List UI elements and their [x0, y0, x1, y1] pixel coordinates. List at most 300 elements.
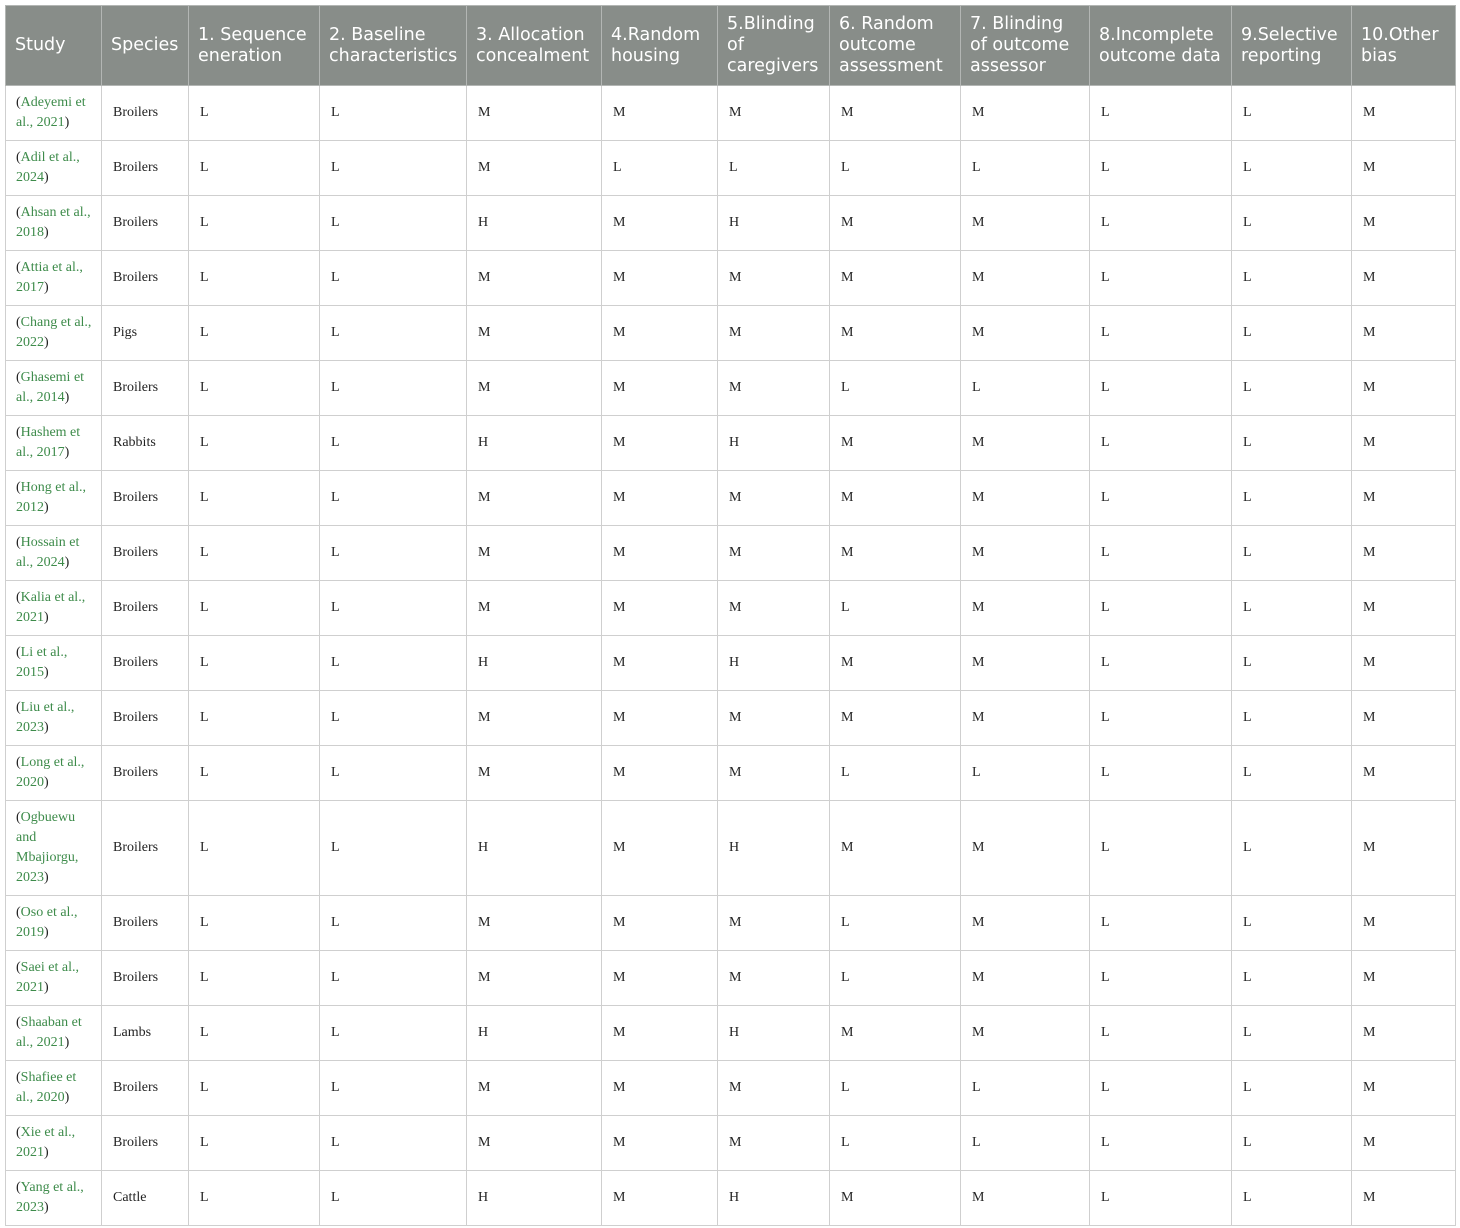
- species-cell: Lambs: [102, 1006, 189, 1061]
- table-header: [6, 6, 1456, 86]
- study-cell: [6, 416, 102, 471]
- rating-cell: L: [320, 896, 467, 951]
- open-paren: (: [16, 1070, 21, 1085]
- close-paren: ): [44, 925, 49, 940]
- rating-cell: M: [961, 1171, 1090, 1226]
- rating-cell: L: [1090, 526, 1232, 581]
- rating-cell: M: [830, 691, 961, 746]
- table-row: [6, 526, 1456, 581]
- close-paren: ): [44, 170, 49, 185]
- rating-cell: M: [602, 306, 718, 361]
- rating-cell: L: [1232, 1061, 1352, 1116]
- rating-cell: L: [1232, 306, 1352, 361]
- open-paren: (: [16, 960, 21, 975]
- rating-cell: L: [1090, 416, 1232, 471]
- column-header: Study: [6, 6, 102, 86]
- rating-cell: L: [189, 306, 320, 361]
- rating-cell: L: [1090, 86, 1232, 141]
- study-citation-link[interactable]: Ghasemi et al., 2014: [16, 370, 85, 405]
- rating-cell: L: [830, 361, 961, 416]
- close-paren: ): [44, 980, 49, 995]
- column-header: 3. Allocation concealment: [467, 6, 602, 86]
- rating-cell: L: [320, 801, 467, 896]
- table-row: [6, 951, 1456, 1006]
- study-cell: [6, 896, 102, 951]
- rating-cell: M: [830, 1006, 961, 1061]
- open-paren: (: [16, 1015, 21, 1030]
- column-header: 9.Selective reporting: [1232, 6, 1352, 86]
- column-header: 7. Blinding of outcome assessor: [961, 6, 1090, 86]
- rating-cell: M: [602, 636, 718, 691]
- rating-cell: L: [830, 141, 961, 196]
- rating-cell: L: [320, 416, 467, 471]
- rating-cell: L: [1090, 251, 1232, 306]
- open-paren: (: [16, 205, 21, 220]
- rating-cell: L: [320, 196, 467, 251]
- rating-cell: L: [189, 196, 320, 251]
- rating-cell: M: [467, 746, 602, 801]
- close-paren: ): [44, 335, 49, 350]
- column-header: 6. Random outcome assessment: [830, 6, 961, 86]
- rating-cell: L: [189, 896, 320, 951]
- study-cell: [6, 361, 102, 416]
- close-paren: ): [64, 115, 70, 130]
- rating-cell: L: [189, 251, 320, 306]
- rating-cell: L: [1090, 196, 1232, 251]
- rating-cell: L: [320, 526, 467, 581]
- rating-cell: M: [961, 526, 1090, 581]
- rating-cell: H: [718, 801, 830, 896]
- rating-cell: M: [1352, 361, 1456, 416]
- species-cell: Broilers: [102, 141, 189, 196]
- rating-cell: L: [1232, 691, 1352, 746]
- study-citation-link[interactable]: Shaaban et al., 2021: [16, 1015, 82, 1050]
- rating-cell: H: [467, 416, 602, 471]
- table-row: [6, 801, 1456, 896]
- close-paren: ): [44, 720, 49, 735]
- rating-cell: M: [830, 196, 961, 251]
- open-paren: (: [16, 1180, 21, 1195]
- close-paren: ): [44, 1145, 49, 1160]
- rating-cell: L: [961, 361, 1090, 416]
- rating-cell: L: [1090, 1006, 1232, 1061]
- rating-cell: M: [467, 1061, 602, 1116]
- rating-cell: M: [830, 1171, 961, 1226]
- study-citation-link[interactable]: Liu et al., 2023: [16, 700, 75, 735]
- species-cell: Broilers: [102, 196, 189, 251]
- rating-cell: L: [1232, 951, 1352, 1006]
- study-cell: [6, 1006, 102, 1061]
- study-cell: [6, 801, 102, 896]
- table-row: [6, 636, 1456, 691]
- rating-cell: L: [1232, 1171, 1352, 1226]
- rating-cell: L: [1090, 141, 1232, 196]
- study-citation-link[interactable]: Ahsan et al., 2018: [16, 205, 91, 240]
- rating-cell: M: [1352, 526, 1456, 581]
- rating-cell: M: [467, 951, 602, 1006]
- column-header: Species: [102, 6, 189, 86]
- rating-cell: M: [467, 361, 602, 416]
- close-paren: ): [44, 500, 49, 515]
- study-citation-link[interactable]: Saei et al., 2021: [16, 960, 79, 995]
- study-cell: [6, 1171, 102, 1226]
- study-citation-link[interactable]: Shafiee et al., 2020: [16, 1070, 77, 1105]
- open-paren: (: [16, 810, 21, 825]
- study-citation-link[interactable]: Li et al., 2015: [16, 645, 68, 680]
- column-header: 4.Random housing: [602, 6, 718, 86]
- rating-cell: L: [320, 746, 467, 801]
- table-row: [6, 1061, 1456, 1116]
- rating-cell: M: [718, 581, 830, 636]
- rating-cell: M: [718, 251, 830, 306]
- study-citation-link[interactable]: Kalia et al., 2021: [16, 590, 86, 625]
- rating-cell: M: [830, 251, 961, 306]
- rating-cell: H: [718, 1171, 830, 1226]
- rating-cell: L: [830, 746, 961, 801]
- table-row: [6, 416, 1456, 471]
- rating-cell: M: [718, 471, 830, 526]
- rating-cell: L: [1232, 896, 1352, 951]
- rating-cell: L: [189, 1116, 320, 1171]
- table-row: [6, 141, 1456, 196]
- rating-cell: L: [1090, 1061, 1232, 1116]
- rating-cell: M: [718, 306, 830, 361]
- rating-cell: M: [718, 86, 830, 141]
- rating-cell: M: [961, 581, 1090, 636]
- rating-cell: M: [602, 416, 718, 471]
- rating-cell: M: [830, 86, 961, 141]
- study-cell: [6, 526, 102, 581]
- rating-cell: L: [1232, 581, 1352, 636]
- table-row: [6, 1171, 1456, 1226]
- species-cell: Broilers: [102, 691, 189, 746]
- rating-cell: M: [467, 526, 602, 581]
- rating-cell: L: [1090, 636, 1232, 691]
- species-cell: Broilers: [102, 581, 189, 636]
- table-row: [6, 196, 1456, 251]
- rating-cell: L: [189, 1006, 320, 1061]
- open-paren: (: [16, 95, 21, 110]
- table-row: [6, 581, 1456, 636]
- table-body: [6, 86, 1456, 1226]
- rating-cell: M: [830, 801, 961, 896]
- species-cell: Pigs: [102, 306, 189, 361]
- rating-cell: L: [320, 691, 467, 746]
- rating-cell: L: [718, 141, 830, 196]
- rating-cell: L: [320, 951, 467, 1006]
- rating-cell: L: [320, 1171, 467, 1226]
- rating-cell: L: [1232, 416, 1352, 471]
- header-row: [6, 6, 1456, 86]
- rating-cell: M: [1352, 471, 1456, 526]
- table-row: [6, 471, 1456, 526]
- study-citation-link[interactable]: Hong et al., 2012: [16, 480, 86, 515]
- rating-cell: H: [718, 416, 830, 471]
- rating-cell: M: [961, 251, 1090, 306]
- rating-cell: M: [1352, 141, 1456, 196]
- rating-cell: L: [830, 1116, 961, 1171]
- rating-cell: M: [830, 306, 961, 361]
- rating-cell: L: [189, 416, 320, 471]
- open-paren: (: [16, 425, 21, 440]
- species-cell: Broilers: [102, 361, 189, 416]
- species-cell: Broilers: [102, 526, 189, 581]
- rating-cell: M: [467, 691, 602, 746]
- open-paren: (: [16, 480, 21, 495]
- rating-cell: H: [467, 196, 602, 251]
- rating-cell: M: [602, 951, 718, 1006]
- rating-cell: L: [830, 951, 961, 1006]
- open-paren: (: [16, 535, 21, 550]
- study-citation-link[interactable]: Adeyemi et al., 2021: [16, 95, 86, 130]
- rating-cell: L: [1090, 306, 1232, 361]
- table-row: [6, 251, 1456, 306]
- rating-cell: M: [718, 361, 830, 416]
- rating-cell: M: [830, 526, 961, 581]
- rating-cell: L: [602, 141, 718, 196]
- study-cell: [6, 1116, 102, 1171]
- close-paren: ): [64, 555, 70, 570]
- rating-cell: L: [961, 1116, 1090, 1171]
- open-paren: (: [16, 315, 21, 330]
- rating-cell: M: [602, 361, 718, 416]
- table-row: [6, 691, 1456, 746]
- rating-cell: M: [718, 951, 830, 1006]
- rating-cell: L: [189, 1171, 320, 1226]
- rating-cell: L: [1090, 746, 1232, 801]
- study-cell: [6, 196, 102, 251]
- rating-cell: L: [1232, 86, 1352, 141]
- study-cell: [6, 746, 102, 801]
- rating-cell: M: [467, 581, 602, 636]
- open-paren: (: [16, 590, 21, 605]
- rating-cell: H: [718, 636, 830, 691]
- study-citation-link[interactable]: Xie et al., 2021: [16, 1125, 76, 1160]
- rating-cell: M: [602, 251, 718, 306]
- study-citation-link[interactable]: Chang et al., 2022: [16, 315, 92, 350]
- rating-cell: M: [602, 86, 718, 141]
- rating-cell: M: [602, 801, 718, 896]
- rating-cell: L: [1232, 801, 1352, 896]
- close-paren: ): [44, 1200, 49, 1215]
- rating-cell: H: [467, 1171, 602, 1226]
- rating-cell: L: [1232, 1116, 1352, 1171]
- rating-cell: M: [1352, 951, 1456, 1006]
- rating-cell: M: [602, 746, 718, 801]
- rating-cell: L: [189, 691, 320, 746]
- rating-cell: H: [718, 196, 830, 251]
- rating-cell: L: [320, 471, 467, 526]
- rating-cell: M: [1352, 691, 1456, 746]
- rating-cell: M: [718, 896, 830, 951]
- rating-cell: M: [961, 471, 1090, 526]
- rating-cell: M: [1352, 196, 1456, 251]
- rating-cell: M: [1352, 1061, 1456, 1116]
- rating-cell: M: [1352, 306, 1456, 361]
- study-cell: [6, 471, 102, 526]
- rating-cell: M: [467, 896, 602, 951]
- study-cell: [6, 636, 102, 691]
- rating-cell: M: [602, 581, 718, 636]
- rating-cell: M: [602, 1061, 718, 1116]
- study-citation-link[interactable]: Hashem et al., 2017: [16, 425, 81, 460]
- rating-cell: M: [961, 801, 1090, 896]
- close-paren: ): [44, 280, 49, 295]
- rating-cell: L: [189, 581, 320, 636]
- rating-cell: H: [467, 636, 602, 691]
- rating-cell: H: [467, 1006, 602, 1061]
- rating-cell: L: [189, 361, 320, 416]
- rating-cell: L: [320, 1061, 467, 1116]
- rating-cell: L: [830, 1061, 961, 1116]
- rating-cell: M: [961, 416, 1090, 471]
- rating-cell: L: [320, 1116, 467, 1171]
- study-cell: [6, 691, 102, 746]
- rating-cell: M: [961, 636, 1090, 691]
- rating-cell: M: [467, 306, 602, 361]
- rating-cell: L: [189, 951, 320, 1006]
- risk-of-bias-table: [5, 5, 1456, 1226]
- study-citation-link[interactable]: Adil et al., 2024: [16, 150, 80, 185]
- rating-cell: L: [189, 141, 320, 196]
- rating-cell: L: [1090, 691, 1232, 746]
- rating-cell: M: [467, 1116, 602, 1171]
- rating-cell: M: [602, 196, 718, 251]
- species-cell: Broilers: [102, 471, 189, 526]
- rating-cell: M: [718, 691, 830, 746]
- rating-cell: M: [961, 691, 1090, 746]
- rating-cell: L: [189, 1061, 320, 1116]
- species-cell: Broilers: [102, 636, 189, 691]
- rating-cell: L: [320, 306, 467, 361]
- rating-cell: M: [961, 306, 1090, 361]
- rating-cell: L: [1232, 1006, 1352, 1061]
- species-cell: Broilers: [102, 1061, 189, 1116]
- rating-cell: M: [602, 1006, 718, 1061]
- rating-cell: M: [1352, 251, 1456, 306]
- rating-cell: M: [961, 1006, 1090, 1061]
- rating-cell: M: [467, 251, 602, 306]
- close-paren: ): [64, 390, 70, 405]
- table-row: [6, 306, 1456, 361]
- rating-cell: M: [602, 471, 718, 526]
- rating-cell: L: [320, 141, 467, 196]
- rating-cell: M: [1352, 1006, 1456, 1061]
- study-cell: [6, 951, 102, 1006]
- rating-cell: M: [602, 691, 718, 746]
- rating-cell: M: [467, 141, 602, 196]
- rating-cell: M: [602, 526, 718, 581]
- study-cell: [6, 86, 102, 141]
- study-citation-link[interactable]: Hossain et al., 2024: [16, 535, 80, 570]
- species-cell: Broilers: [102, 251, 189, 306]
- study-cell: [6, 581, 102, 636]
- rating-cell: H: [467, 801, 602, 896]
- rating-cell: M: [718, 746, 830, 801]
- rating-cell: M: [602, 896, 718, 951]
- rating-cell: M: [830, 416, 961, 471]
- rating-cell: M: [718, 1061, 830, 1116]
- rating-cell: L: [189, 801, 320, 896]
- rating-cell: H: [718, 1006, 830, 1061]
- study-cell: [6, 306, 102, 361]
- species-cell: Broilers: [102, 86, 189, 141]
- rating-cell: M: [467, 86, 602, 141]
- rating-cell: L: [1090, 361, 1232, 416]
- column-header: 8.Incomplete outcome data: [1090, 6, 1232, 86]
- study-citation-link[interactable]: Oso et al., 2019: [16, 905, 78, 940]
- rating-cell: L: [1232, 471, 1352, 526]
- rating-cell: L: [830, 896, 961, 951]
- species-cell: Broilers: [102, 1116, 189, 1171]
- rating-cell: L: [320, 1006, 467, 1061]
- open-paren: (: [16, 905, 21, 920]
- rating-cell: M: [1352, 636, 1456, 691]
- rating-cell: M: [602, 1116, 718, 1171]
- rating-cell: L: [320, 581, 467, 636]
- column-header: 1. Sequence eneration: [189, 6, 320, 86]
- rating-cell: M: [1352, 1171, 1456, 1226]
- study-citation-link[interactable]: Long et al., 2020: [16, 755, 85, 790]
- species-cell: Broilers: [102, 896, 189, 951]
- rating-cell: L: [1090, 1171, 1232, 1226]
- rating-cell: M: [718, 1116, 830, 1171]
- rating-cell: M: [1352, 746, 1456, 801]
- close-paren: ): [64, 445, 70, 460]
- rating-cell: M: [830, 636, 961, 691]
- study-citation-link[interactable]: Attia et al., 2017: [16, 260, 83, 295]
- rating-cell: L: [1090, 1116, 1232, 1171]
- open-paren: (: [16, 150, 21, 165]
- column-header: 5.Blinding of caregivers: [718, 6, 830, 86]
- table-row: [6, 1006, 1456, 1061]
- rating-cell: L: [189, 746, 320, 801]
- rating-cell: M: [1352, 581, 1456, 636]
- rating-cell: M: [961, 951, 1090, 1006]
- species-cell: Broilers: [102, 951, 189, 1006]
- rating-cell: L: [1090, 801, 1232, 896]
- close-paren: ): [44, 775, 49, 790]
- study-cell: [6, 1061, 102, 1116]
- study-citation-link[interactable]: Yang et al., 2023: [16, 1180, 84, 1215]
- rating-cell: M: [718, 526, 830, 581]
- rating-cell: L: [961, 141, 1090, 196]
- rating-cell: M: [467, 471, 602, 526]
- species-cell: Broilers: [102, 746, 189, 801]
- rating-cell: L: [961, 746, 1090, 801]
- close-paren: ): [64, 1035, 70, 1050]
- rating-cell: L: [1090, 581, 1232, 636]
- rating-cell: M: [961, 86, 1090, 141]
- open-paren: (: [16, 645, 21, 660]
- rating-cell: L: [320, 361, 467, 416]
- rating-cell: L: [1232, 361, 1352, 416]
- table-row: [6, 1116, 1456, 1171]
- rating-cell: M: [830, 471, 961, 526]
- rating-cell: L: [1232, 251, 1352, 306]
- rating-cell: L: [1090, 471, 1232, 526]
- rating-cell: L: [189, 471, 320, 526]
- study-citation-link[interactable]: Ogbuewu and Mbajiorgu, 2023: [16, 810, 79, 885]
- rating-cell: L: [1090, 896, 1232, 951]
- column-header: 10.Other bias: [1352, 6, 1456, 86]
- rating-cell: L: [1090, 951, 1232, 1006]
- table-row: [6, 86, 1456, 141]
- rating-cell: L: [1232, 746, 1352, 801]
- study-cell: [6, 251, 102, 306]
- species-cell: Broilers: [102, 801, 189, 896]
- rating-cell: L: [189, 636, 320, 691]
